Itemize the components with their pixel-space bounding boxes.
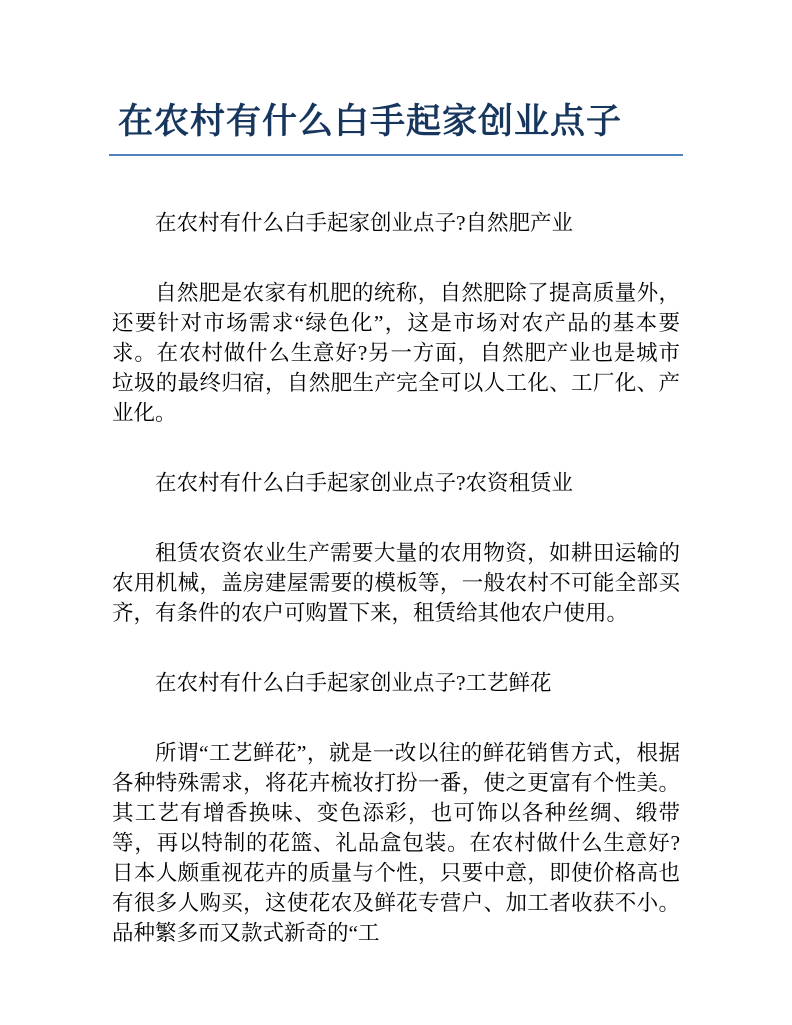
section-paragraph: 所谓“工艺鲜花”，就是一改以往的鲜花销售方式，根据各种特殊需求，将花卉梳妆打扮一番，使之更富有个性美。其工艺有增香换味、变色添彩，也可饰以各种丝绸、缎带等，再以特制的花篮、礼品盒包装。在农村做什么生意好?日本人颇重视花卉的质量与个性，只要中意，即使价格高也有很多人购买，这使花农及鲜花专营户、加工者收获不小。品种繁多而又款式新奇的“工 (112, 741, 680, 945)
section-paragraph: 租赁农资农业生产需要大量的农用物资，如耕田运输的农用机械，盖房建屋需要的模板等，一般农村不可能全部买齐，有条件的农户可购置下来，租赁给其他农户使用。 (112, 541, 680, 625)
section-heading: 在农村有什么白手起家创业点子?农资租赁业 (155, 471, 574, 495)
section-heading: 在农村有什么白手起家创业点子?工艺鲜花 (155, 671, 552, 695)
section-natural-fertilizer (112, 208, 680, 428)
section-farm-equipment-rental (112, 468, 680, 628)
title-divider (109, 100, 683, 156)
section-paragraph: 自然肥是农家有机肥的统称，自然肥除了提高质量外，还要针对市场需求“绿色化”，这是市场对农产品的基本要求。在农村做什么生意好?另一方面，自然肥产业也是城市垃圾的最终归宿，自然肥生产完全可以人工化、工厂化、产业化。 (112, 281, 680, 425)
section-heading: 在农村有什么白手起家创业点子?自然肥产业 (155, 211, 574, 235)
page-title: 在农村有什么白手起家创业点子 (118, 102, 623, 141)
section-craft-flowers (112, 668, 680, 948)
